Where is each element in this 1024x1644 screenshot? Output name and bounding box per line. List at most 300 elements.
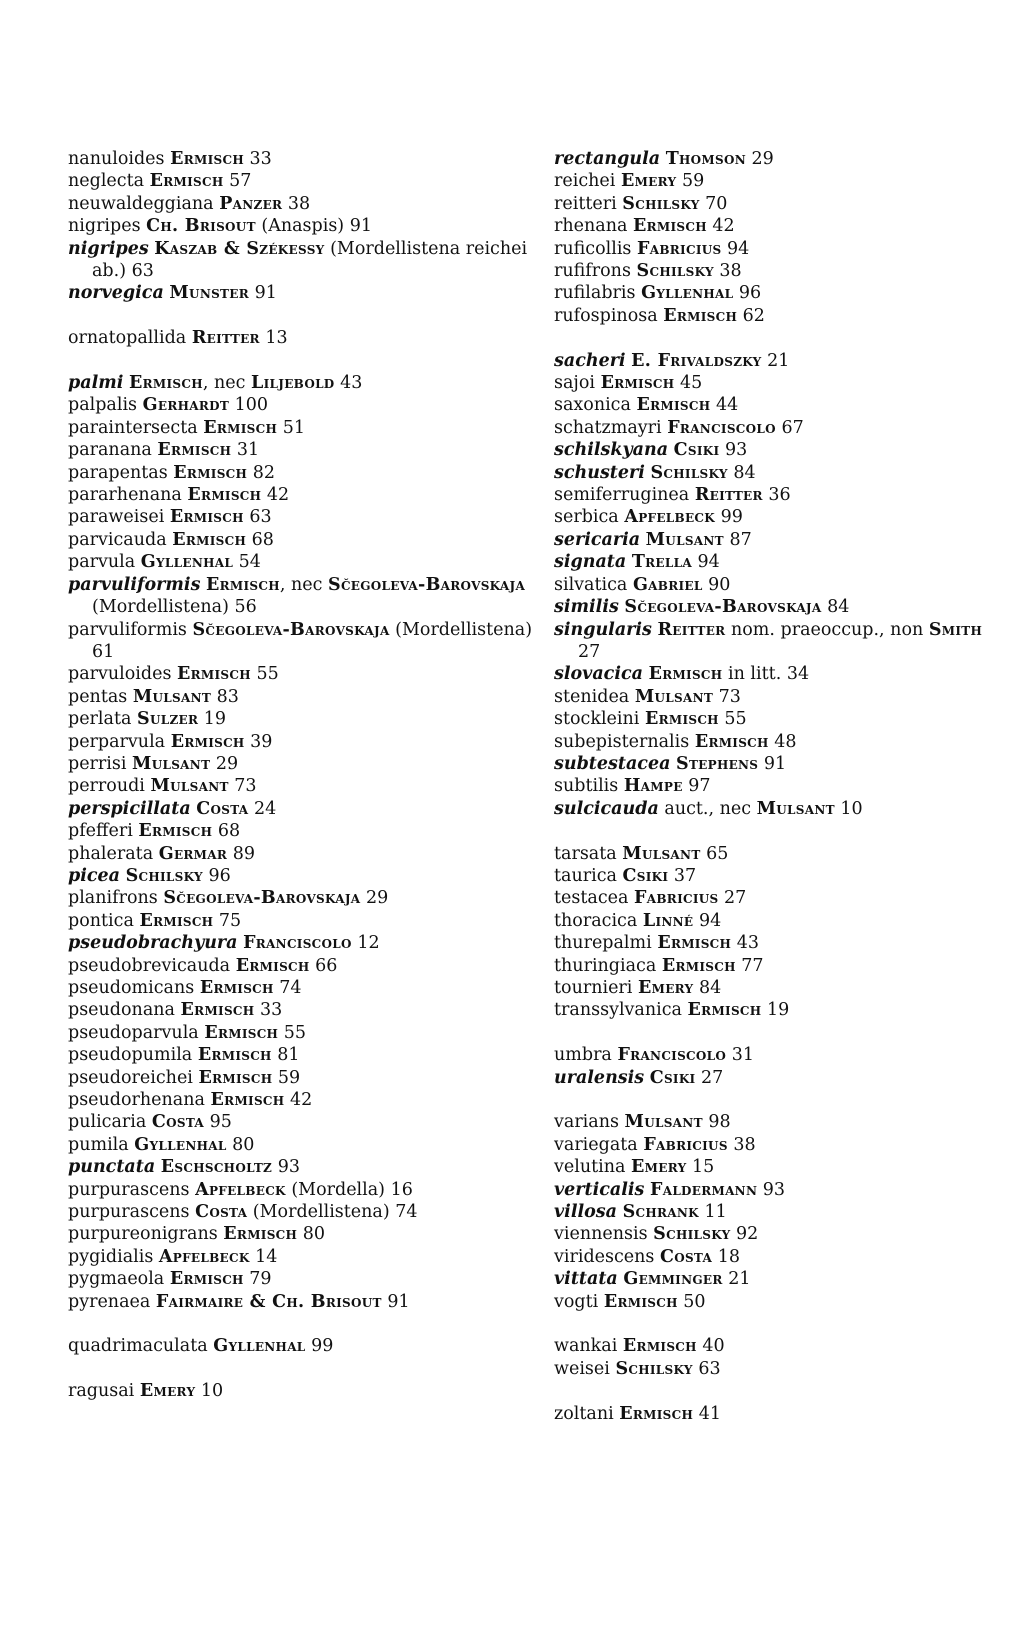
author-name: Ermisch bbox=[661, 955, 736, 976]
author-name: Munster bbox=[169, 283, 250, 304]
entry-detail: 41 bbox=[693, 1403, 721, 1424]
entry-detail: 51 bbox=[277, 417, 305, 438]
species-name: pseudoreichei bbox=[68, 1067, 193, 1088]
entry-detail: 42 bbox=[706, 216, 735, 237]
entry-detail: 14 bbox=[249, 1246, 278, 1267]
author-name: Franciscolo bbox=[243, 933, 352, 954]
author-name: Ermisch bbox=[157, 440, 232, 461]
species-name: perrisi bbox=[68, 753, 127, 774]
species-name: parvicauda bbox=[68, 529, 167, 550]
author-name: Ermisch bbox=[210, 1090, 285, 1111]
index-entry bbox=[554, 148, 1009, 170]
entry-detail: 93 bbox=[719, 440, 748, 461]
index-entry bbox=[68, 1223, 538, 1245]
author-name: Reitter bbox=[191, 328, 260, 349]
section-gap bbox=[68, 305, 538, 327]
author-name: Reitter bbox=[694, 485, 763, 506]
entry-detail: 57 bbox=[223, 171, 252, 192]
entry-detail: 33 bbox=[254, 1000, 283, 1021]
species-name: pseudoparvula bbox=[68, 1022, 199, 1043]
species-name: variegata bbox=[554, 1134, 638, 1155]
species-name: punctata bbox=[68, 1157, 156, 1178]
index-entry bbox=[554, 798, 1009, 820]
entry-detail: 38 bbox=[282, 193, 311, 214]
section-gap bbox=[68, 1358, 538, 1380]
author-name: Schilsky bbox=[653, 1224, 731, 1245]
index-entry bbox=[554, 1358, 1009, 1380]
author-name: Gyllenhal bbox=[641, 283, 734, 304]
entry-detail: 54 bbox=[233, 552, 261, 573]
index-entry bbox=[554, 955, 1009, 977]
species-name: testacea bbox=[554, 888, 629, 909]
species-name: wankai bbox=[554, 1336, 618, 1357]
author-name: Ermisch bbox=[138, 821, 213, 842]
section-gap bbox=[554, 1380, 1009, 1402]
author-name: Sčegoleva-Barovskaja bbox=[624, 597, 822, 618]
species-name: pentas bbox=[68, 686, 128, 707]
author-name: Ermisch bbox=[632, 216, 707, 237]
entry-detail: 59 bbox=[272, 1067, 301, 1088]
index-entry bbox=[68, 708, 538, 730]
species-name: schatzmayri bbox=[554, 417, 662, 438]
entry-detail: 99 bbox=[305, 1336, 334, 1357]
index-entry bbox=[68, 394, 538, 416]
species-name: vittata bbox=[554, 1269, 618, 1290]
entry-detail: 13 bbox=[259, 328, 288, 349]
entry-detail: 55 bbox=[718, 709, 747, 730]
author-name: Gabriel bbox=[632, 574, 703, 595]
author-name: Fabricius bbox=[637, 238, 722, 259]
species-name: stenidea bbox=[554, 686, 630, 707]
species-name: pseudomicans bbox=[68, 978, 195, 998]
author-name: Fairmaire & Ch. Brisout bbox=[155, 1291, 382, 1312]
index-entry bbox=[68, 843, 538, 865]
author-name: Apfelbeck bbox=[195, 1179, 286, 1200]
species-name: pseudopumila bbox=[68, 1045, 193, 1066]
species-name: pygidialis bbox=[68, 1246, 154, 1267]
species-name: perroudi bbox=[68, 776, 145, 797]
author-name: Schilsky bbox=[615, 1358, 693, 1379]
section-gap bbox=[554, 327, 1009, 349]
index-entry bbox=[554, 977, 1009, 999]
entry-detail: 43 bbox=[731, 933, 760, 954]
index-entry bbox=[68, 372, 538, 394]
index-entry bbox=[554, 1134, 1009, 1156]
species-name: ruficollis bbox=[554, 238, 632, 259]
entry-detail: 91 bbox=[381, 1291, 410, 1312]
species-name: schusteri bbox=[554, 462, 645, 483]
entry-detail: 40 bbox=[696, 1336, 725, 1357]
author-name: Ermisch bbox=[223, 1224, 298, 1245]
entry-detail: 96 bbox=[202, 865, 231, 886]
index-entry bbox=[554, 462, 1009, 484]
index-entry bbox=[68, 977, 538, 999]
entry-detail: 31 bbox=[726, 1045, 754, 1066]
index-entry bbox=[554, 932, 1009, 954]
species-name: parvula bbox=[68, 552, 136, 573]
author-name: Mulsant bbox=[645, 529, 724, 550]
species-name: viennensis bbox=[554, 1224, 648, 1245]
entry-detail: 82 bbox=[247, 462, 276, 483]
index-entry bbox=[68, 1291, 538, 1313]
index-entry bbox=[68, 932, 538, 954]
index-entry bbox=[554, 1223, 1009, 1245]
author-name: Emery bbox=[139, 1381, 196, 1402]
author-name: Emery bbox=[631, 1157, 687, 1178]
author-name: Ermisch bbox=[644, 709, 719, 730]
entry-detail: 67 bbox=[775, 417, 804, 438]
species-name: umbra bbox=[554, 1045, 612, 1066]
entry-detail: 66 bbox=[309, 955, 338, 976]
entry-detail: 94 bbox=[721, 238, 750, 259]
author-name: Ermisch bbox=[603, 1291, 678, 1312]
section-gap bbox=[68, 350, 538, 372]
index-entry bbox=[68, 999, 538, 1021]
entry-detail: 63 bbox=[692, 1358, 721, 1379]
index-entry bbox=[554, 170, 1009, 192]
entry-detail: 24 bbox=[248, 798, 277, 819]
entry-detail: 89 bbox=[227, 843, 255, 864]
species-name: purpurascens bbox=[68, 1179, 190, 1200]
entry-detail: 43 bbox=[334, 373, 363, 394]
author-name: Franciscolo bbox=[667, 417, 776, 438]
species-name: zoltani bbox=[554, 1403, 614, 1424]
author-name: Costa bbox=[659, 1246, 713, 1267]
author-name: Ermisch bbox=[172, 529, 247, 550]
entry-detail: 50 bbox=[677, 1291, 706, 1312]
index-entry bbox=[554, 506, 1009, 528]
entry-detail: 91 bbox=[249, 283, 277, 304]
entry-detail: 68 bbox=[212, 821, 241, 842]
entry-detail: 95 bbox=[204, 1112, 232, 1133]
author-name: Ermisch bbox=[687, 1000, 762, 1021]
author-name: Gyllenhal bbox=[134, 1134, 227, 1155]
index-entry bbox=[554, 663, 1009, 685]
author-name: Ermisch bbox=[600, 373, 675, 394]
species-name: pyrenaea bbox=[68, 1291, 151, 1312]
author-name: Ermisch bbox=[657, 933, 732, 954]
species-name: villosa bbox=[554, 1202, 617, 1223]
entry-detail: 27 bbox=[695, 1067, 724, 1088]
section-gap bbox=[554, 820, 1009, 842]
species-name: neglecta bbox=[68, 171, 145, 192]
author-name: Stephens bbox=[676, 753, 759, 774]
index-entry bbox=[554, 372, 1009, 394]
species-name: parapentas bbox=[68, 462, 168, 483]
author-name: Apfelbeck bbox=[158, 1246, 250, 1267]
index-entry bbox=[68, 506, 538, 528]
author-name: Ermisch bbox=[177, 664, 251, 685]
entry-detail: 84 bbox=[821, 597, 850, 618]
species-name: tarsata bbox=[554, 843, 617, 864]
author-name: Gemminger bbox=[623, 1269, 723, 1290]
species-name: subepisternalis bbox=[554, 731, 690, 752]
author-name: Ermisch bbox=[235, 955, 310, 976]
index-entry bbox=[554, 865, 1009, 887]
index-entry bbox=[68, 663, 538, 685]
author-name: Reitter bbox=[657, 619, 726, 640]
section-gap bbox=[554, 1313, 1009, 1335]
entry-detail: 73 bbox=[713, 686, 741, 707]
author-name: Csiki bbox=[622, 865, 669, 886]
author-name: Ermisch bbox=[204, 1022, 279, 1043]
author-name: Ermisch bbox=[170, 149, 244, 169]
author-name: Ermisch bbox=[203, 417, 278, 438]
species-name: reitteri bbox=[554, 193, 617, 214]
section-gap bbox=[554, 1022, 1009, 1044]
author-name: Csiki bbox=[673, 440, 720, 461]
entry-detail: (Anaspis) 91 bbox=[255, 216, 372, 237]
entry-detail: 33 bbox=[243, 149, 272, 169]
author-name: Ermisch bbox=[180, 1000, 255, 1021]
entry-detail: (Mordellistena) 74 bbox=[247, 1202, 418, 1223]
author-name: Mulsant bbox=[756, 798, 835, 819]
entry-detail: 38 bbox=[713, 261, 742, 282]
species-name: paraweisei bbox=[68, 507, 165, 528]
author-name: Eschscholtz bbox=[160, 1157, 273, 1178]
entry-detail: 59 bbox=[676, 171, 705, 192]
author-name: Ermisch bbox=[206, 574, 280, 595]
species-name: planifrons bbox=[68, 888, 158, 909]
author-name: Gyllenhal bbox=[140, 552, 234, 573]
species-name: schilskyana bbox=[554, 440, 669, 461]
author-name: Mulsant bbox=[132, 753, 211, 774]
index-entry bbox=[68, 417, 538, 439]
species-name: neuwaldeggiana bbox=[68, 193, 214, 214]
species-name: perlata bbox=[68, 709, 132, 730]
entry-detail: 11 bbox=[698, 1202, 727, 1223]
author-name: Ermisch bbox=[663, 305, 738, 326]
species-name: transsylvanica bbox=[554, 1000, 682, 1021]
author-name: Schilsky bbox=[125, 865, 203, 886]
author-name: Ermisch bbox=[128, 373, 203, 394]
author-name: Mulsant bbox=[634, 686, 714, 707]
species-name: pygmaeola bbox=[68, 1269, 165, 1290]
author-name: Ermisch bbox=[694, 731, 769, 752]
index-entry bbox=[554, 417, 1009, 439]
index-entry bbox=[68, 1201, 538, 1223]
species-name: perspicillata bbox=[68, 798, 191, 819]
species-name: palpalis bbox=[68, 395, 138, 416]
species-name: rufilabris bbox=[554, 283, 636, 304]
entry-detail: 29 bbox=[210, 753, 239, 774]
species-name: parvuloides bbox=[68, 664, 172, 685]
author-name: Ermisch bbox=[187, 485, 262, 506]
species-name: sulcicauda bbox=[554, 798, 659, 819]
species-name: vogti bbox=[554, 1291, 599, 1312]
species-name: pseudobrachyura bbox=[68, 933, 238, 954]
index-entry bbox=[68, 1044, 538, 1066]
index-entry bbox=[554, 731, 1009, 753]
species-name: parvuliformis bbox=[68, 574, 201, 595]
index-entry bbox=[554, 439, 1009, 461]
index-entry bbox=[68, 462, 538, 484]
entry-detail: 15 bbox=[686, 1157, 715, 1178]
section-gap bbox=[554, 1089, 1009, 1111]
species-name: taurica bbox=[554, 865, 617, 886]
species-name: thuringiaca bbox=[554, 955, 657, 976]
species-name: picea bbox=[68, 865, 121, 886]
entry-detail: 97 bbox=[682, 776, 711, 797]
index-entry bbox=[554, 1335, 1009, 1357]
species-name: pontica bbox=[68, 910, 134, 931]
index-entry bbox=[554, 686, 1009, 708]
author-name: Fabricius bbox=[634, 888, 719, 909]
species-name: purpureonigrans bbox=[68, 1224, 218, 1245]
index-entry bbox=[554, 484, 1009, 506]
species-name: nigripes bbox=[68, 238, 149, 259]
species-name: tournieri bbox=[554, 978, 633, 998]
index-entry bbox=[68, 798, 538, 820]
species-name: reichei bbox=[554, 171, 616, 192]
author-name: Ermisch bbox=[198, 1067, 273, 1088]
index-entry bbox=[68, 529, 538, 551]
author-name: Apfelbeck bbox=[624, 507, 716, 528]
entry-detail: 94 bbox=[693, 910, 722, 931]
entry-detail: 10 bbox=[834, 798, 863, 819]
species-name: nanuloides bbox=[68, 149, 165, 169]
entry-detail: 93 bbox=[757, 1179, 786, 1200]
index-entry bbox=[68, 1246, 538, 1268]
entry-detail: (Mordellistena) 61 bbox=[92, 619, 533, 662]
index-entry bbox=[68, 193, 538, 215]
index-entry bbox=[554, 1179, 1009, 1201]
entry-detail: 10 bbox=[195, 1381, 224, 1402]
author-name: Schilsky bbox=[622, 193, 700, 214]
entry-detail: 19 bbox=[761, 1000, 790, 1021]
author-name: Trella bbox=[631, 552, 692, 573]
author-name: Ermisch bbox=[170, 731, 245, 752]
index-entry bbox=[554, 619, 1009, 664]
entry-detail: 87 bbox=[723, 529, 752, 550]
index-entry bbox=[554, 1111, 1009, 1133]
entry-detail: 42 bbox=[284, 1090, 313, 1111]
index-entry bbox=[68, 910, 538, 932]
index-entry bbox=[554, 529, 1009, 551]
author-name: Csiki bbox=[649, 1067, 696, 1088]
author-name: Fabricius bbox=[643, 1134, 728, 1155]
entry-detail: 21 bbox=[761, 350, 790, 371]
entry-detail: 42 bbox=[261, 485, 290, 506]
index-entry bbox=[554, 305, 1009, 327]
index-entry bbox=[554, 1067, 1009, 1089]
entry-detail: 83 bbox=[211, 686, 239, 707]
index-entry bbox=[68, 574, 538, 619]
species-name: pseudonana bbox=[68, 1000, 175, 1021]
entry-detail: 75 bbox=[213, 910, 242, 931]
species-name: similis bbox=[554, 597, 619, 618]
species-name: paranana bbox=[68, 440, 152, 461]
author-name: Ermisch bbox=[139, 910, 214, 931]
entry-detail: 94 bbox=[691, 552, 720, 573]
index-entry bbox=[554, 753, 1009, 775]
entry-detail: 36 bbox=[762, 485, 791, 506]
entry-detail: 19 bbox=[198, 709, 227, 730]
author-name: E. Frivaldszky bbox=[631, 350, 762, 371]
species-name: quadrimaculata bbox=[68, 1336, 208, 1357]
entry-detail: 27 bbox=[718, 888, 747, 909]
index-column-right bbox=[554, 148, 1009, 1425]
index-entry bbox=[554, 551, 1009, 573]
species-name: sacheri bbox=[554, 350, 626, 371]
author-name: Liljebold bbox=[250, 373, 335, 394]
species-name: singularis bbox=[554, 619, 652, 640]
entry-detail: 44 bbox=[710, 395, 739, 416]
species-name: varians bbox=[554, 1112, 619, 1133]
species-name: signata bbox=[554, 552, 627, 573]
entry-detail: 84 bbox=[693, 978, 722, 998]
author-name: Ch. Brisout bbox=[146, 216, 256, 237]
entry-detail: 12 bbox=[351, 933, 380, 954]
entry-detail: 55 bbox=[250, 664, 279, 685]
species-name: weisei bbox=[554, 1358, 610, 1379]
index-entry bbox=[68, 282, 538, 304]
author-name: Faldermann bbox=[649, 1179, 758, 1200]
index-entry bbox=[554, 238, 1009, 260]
index-entry bbox=[68, 1111, 538, 1133]
species-name: rhenana bbox=[554, 216, 628, 237]
entry-detail: 55 bbox=[278, 1022, 307, 1043]
author-name: Mulsant bbox=[622, 843, 701, 864]
species-name: slovacica bbox=[554, 664, 643, 685]
author-name: Sčegoleva-Barovskaja bbox=[192, 619, 390, 640]
index-entry bbox=[554, 1403, 1009, 1425]
species-name: sajoi bbox=[554, 373, 595, 394]
entry-detail: (Mordellistena) 56 bbox=[92, 597, 257, 618]
entry-detail: 45 bbox=[674, 373, 703, 394]
species-name: norvegica bbox=[68, 283, 164, 304]
entry-detail: 99 bbox=[715, 507, 743, 528]
index-entry bbox=[68, 1268, 538, 1290]
author-name: Costa bbox=[151, 1112, 205, 1133]
author-name: Hampe bbox=[623, 776, 683, 797]
author-name: Ermisch bbox=[169, 1269, 244, 1290]
entry-detail: 98 bbox=[702, 1112, 731, 1133]
index-entry bbox=[68, 1134, 538, 1156]
index-entry bbox=[554, 193, 1009, 215]
index-entry bbox=[554, 394, 1009, 416]
author-name: Gyllenhal bbox=[213, 1336, 306, 1357]
index-entry bbox=[554, 215, 1009, 237]
author-name: Ermisch bbox=[169, 507, 244, 528]
author-name: Panzer bbox=[219, 193, 283, 214]
index-entry bbox=[68, 439, 538, 461]
index-entry bbox=[68, 1380, 538, 1402]
entry-detail: 92 bbox=[730, 1224, 759, 1245]
author-name: Ermisch bbox=[622, 1336, 697, 1357]
index-entry bbox=[554, 887, 1009, 909]
entry-detail: 31 bbox=[231, 440, 260, 461]
entry-detail: 84 bbox=[727, 462, 756, 483]
author-name: Mulsant bbox=[624, 1112, 703, 1133]
index-entry bbox=[68, 1067, 538, 1089]
section-gap bbox=[68, 1313, 538, 1335]
author-name: Costa bbox=[195, 1202, 248, 1223]
author-name: Sulzer bbox=[137, 709, 199, 730]
entry-detail: (Mordellistena reichei ab.) 63 bbox=[92, 238, 528, 282]
index-entry bbox=[68, 865, 538, 887]
index-entry bbox=[68, 887, 538, 909]
index-entry bbox=[68, 215, 538, 237]
index-entry bbox=[68, 148, 538, 170]
entry-detail: 18 bbox=[712, 1246, 740, 1267]
entry-detail: 29 bbox=[360, 888, 389, 909]
entry-detail: , nec bbox=[279, 574, 328, 595]
species-name: subtilis bbox=[554, 776, 619, 797]
index-entry bbox=[68, 484, 538, 506]
author-name: Ermisch bbox=[619, 1403, 694, 1424]
index-entry bbox=[68, 1179, 538, 1201]
